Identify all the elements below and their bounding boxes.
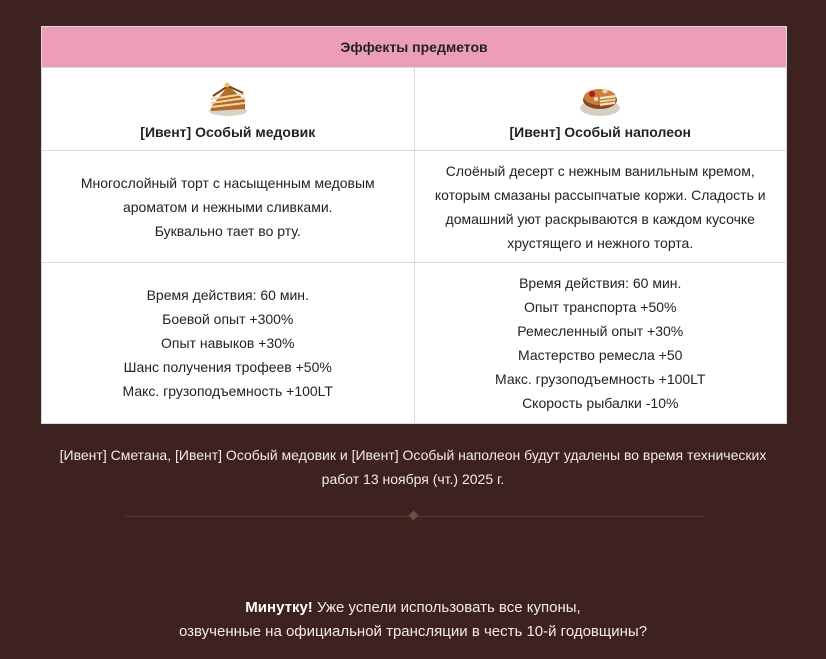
coupon-reminder (30, 596, 796, 644)
notice-line: работ 13 ноября (чт.) 2025 г. (321, 471, 505, 487)
description-line: Многослойный торт с насыщенным медовым (80, 174, 375, 191)
description-line: хрустящего и нежного торта. (507, 234, 694, 251)
item-description-honey-cake (42, 151, 415, 263)
description-line: Слоёный десерт с нежным ванильным кремом, (445, 162, 755, 179)
effect-line: Время действия: 60 мин. (146, 287, 309, 303)
description-line: ароматом и нежными сливками. (122, 198, 333, 215)
honey-cake-icon (206, 78, 250, 118)
table-header: Эффекты предметов (42, 27, 787, 68)
effect-line: Скорость рыбалки -10% (522, 395, 679, 411)
item-cell-honey-cake (42, 68, 415, 151)
effect-line: Опыт транспорта +50% (523, 299, 677, 315)
effect-line: Шанс получения трофеев +50% (123, 359, 332, 375)
item-effects-napoleon (414, 263, 787, 424)
item-description-napoleon (414, 151, 787, 263)
effect-line: Мастерство ремесла +50 (518, 347, 683, 363)
description-line: которым смазаны рассыпчатые коржи. Сладость и (434, 186, 766, 203)
effect-line: Макс. грузоподъемность +100LT (495, 371, 706, 387)
description-line: Буквально тает во рту. (154, 222, 301, 239)
effect-line: Опыт навыков +30% (161, 335, 295, 351)
item-cell-napoleon (414, 68, 787, 151)
description-line: домашний уют раскрываются в каждом кусочке (445, 210, 755, 227)
reminder-rest: Уже успели использовать все купоны, (312, 599, 581, 616)
removal-notice (30, 443, 796, 491)
effect-line: Боевой опыт +300% (162, 311, 294, 327)
divider-diamond-icon (409, 511, 419, 521)
effect-line: Макс. грузоподъемность +100LT (122, 383, 333, 399)
notice-line: [Ивент] Сметана, [Ивент] Особый медовик и [Ивент] Особый наполеон будут удалены во время технических (59, 447, 767, 463)
item-effects-honey-cake (42, 263, 415, 424)
item-name-napoleon: [Ивент] Особый наполеон (509, 124, 692, 140)
item-name-honey-cake: [Ивент] Особый медовик (140, 124, 316, 140)
item-effects-table (41, 26, 787, 424)
reminder-line-1 (30, 596, 796, 620)
effect-line: Время действия: 60 мин. (519, 275, 682, 291)
effect-line: Ремесленный опыт +30% (517, 323, 684, 339)
reminder-bold: Минутку! (245, 599, 313, 616)
napoleon-cake-icon (578, 78, 622, 118)
reminder-line-2: озвученные на официальной трансляции в честь 10-й годовщины? (178, 623, 648, 640)
